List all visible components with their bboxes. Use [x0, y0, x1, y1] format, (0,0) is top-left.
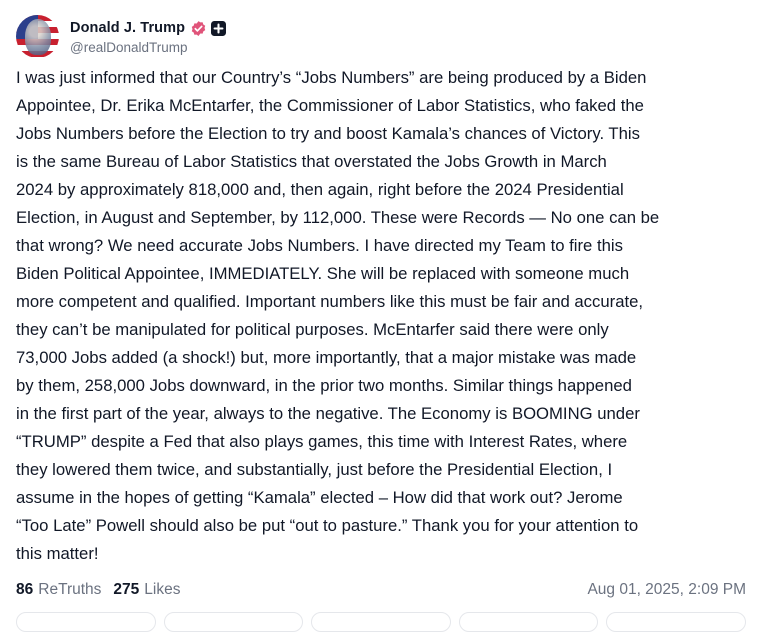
post-line: more competent and qualified. Important numbers like this must be fair and accurate, — [16, 292, 644, 311]
likes-stat[interactable] — [113, 581, 180, 599]
share-button[interactable] — [606, 612, 746, 632]
plus-badge-icon — [211, 21, 226, 36]
post-line: in the first part of the year, always to the negative. The Economy is BOOMING under — [16, 404, 640, 423]
likes-label: Likes — [144, 581, 181, 598]
author-handle[interactable]: @realDonaldTrump — [70, 39, 188, 55]
post-line: Election, in August and September, by 112,000. These were Records — No one can be — [16, 208, 660, 227]
action-bar — [16, 612, 746, 632]
reply-button[interactable] — [16, 612, 156, 632]
post-line: 73,000 Jobs added (a shock!) but, more importantly, that a major mistake was made — [16, 348, 637, 367]
post-header — [16, 14, 226, 58]
post-line: by them, 258,000 Jobs downward, in the prior two months. Similar things happened — [16, 376, 632, 395]
post-body — [16, 64, 752, 568]
name-row — [70, 18, 226, 39]
post-timestamp[interactable]: Aug 01, 2025, 2:09 PM — [587, 581, 746, 598]
like-button[interactable] — [459, 612, 599, 632]
post-line: “Too Late” Powell should also be put “out to pasture.” Thank you for your attention to — [16, 516, 639, 535]
retruth-button[interactable] — [164, 612, 304, 632]
author-names — [70, 18, 226, 55]
post-line: they can’t be manipulated for political purposes. McEntarfer said there were only — [16, 320, 609, 339]
post-line: I was just informed that our Country’s “Jobs Numbers” are being produced by a Biden — [16, 68, 647, 87]
likes-count: 275 — [113, 581, 140, 598]
post-line: this matter! — [16, 544, 99, 563]
post-line: Appointee, Dr. Erika McEntarfer, the Commissioner of Labor Statistics, who faked the — [16, 96, 644, 115]
post-line: 2024 by approximately 818,000 and, then again, right before the 2024 Presidential — [16, 180, 624, 199]
verified-badge-icon — [190, 20, 207, 37]
post-line: “TRUMP” despite a Fed that also plays games, this time with Interest Rates, where — [16, 432, 628, 451]
avatar-portrait — [25, 19, 51, 55]
author-display-name[interactable]: Donald J. Trump — [70, 20, 186, 36]
post-line: is the same Bureau of Labor Statistics that overstated the Jobs Growth in March — [16, 152, 607, 171]
post-line: they lowered them twice, and substantially, just before the Presidential Election, I — [16, 460, 613, 479]
post-line: that wrong? We need accurate Jobs Numbers. I have directed my Team to fire this — [16, 236, 623, 255]
retruths-count: 86 — [16, 581, 34, 598]
post-line: assume in the hopes of getting “Kamala” elected – How did that work out? Jerome — [16, 488, 623, 507]
quote-button[interactable] — [311, 612, 451, 632]
retruths-stat[interactable] — [16, 581, 101, 599]
post-line: Biden Political Appointee, IMMEDIATELY. She will be replaced with someone much — [16, 264, 630, 283]
retruths-label: ReTruths — [38, 581, 102, 598]
avatar[interactable] — [16, 15, 59, 58]
post-line: Jobs Numbers before the Election to try and boost Kamala’s chances of Victory. This — [16, 124, 640, 143]
post-footer — [16, 578, 746, 602]
